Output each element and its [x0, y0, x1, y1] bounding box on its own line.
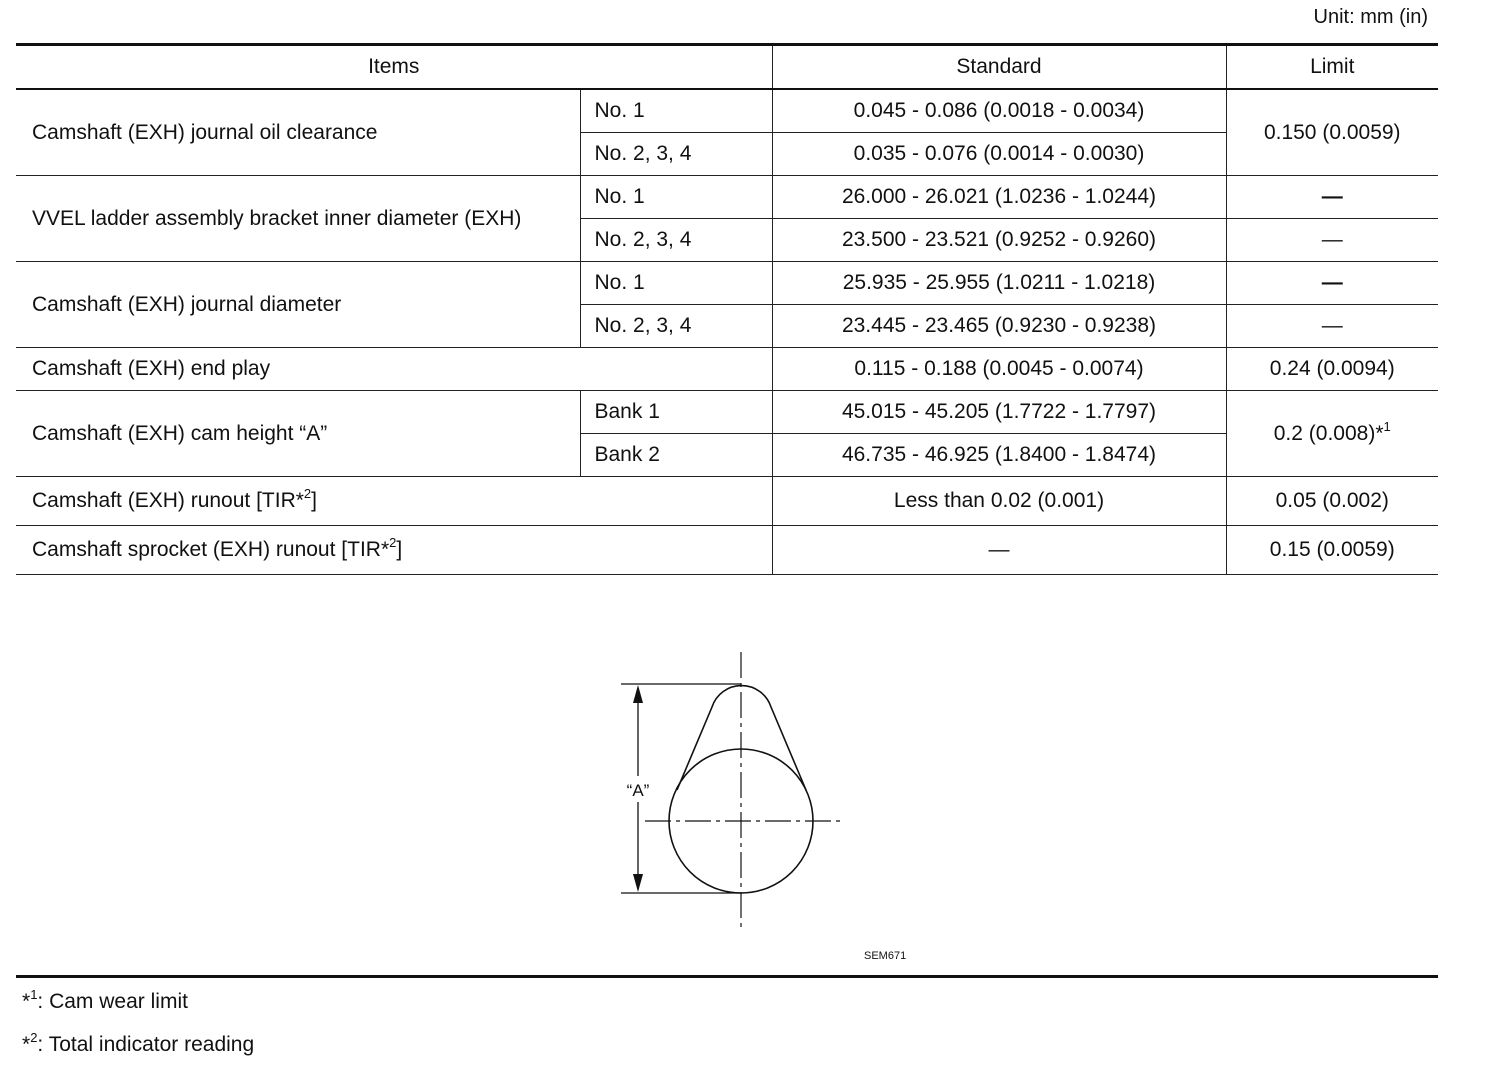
table-row [16, 348, 1438, 391]
row-standard-value: 0.115 - 0.188 (0.0045 - 0.0074) [772, 348, 1226, 391]
item-text: Camshaft sprocket (EXH) runout [TIR* [32, 538, 390, 561]
footnote-ref: 1 [1383, 418, 1391, 434]
footnote-number: 1 [30, 987, 38, 1002]
header-items: Items [16, 45, 772, 90]
row-standard-value: 45.015 - 45.205 (1.7722 - 1.7797) [772, 391, 1226, 434]
cam-height-figure [600, 650, 860, 940]
row-standard-value: 23.500 - 23.521 (0.9252 - 0.9260) [772, 219, 1226, 262]
row-standard-value: Less than 0.02 (0.001) [772, 477, 1226, 526]
header-standard: Standard [772, 45, 1226, 90]
row-limit-value [1226, 391, 1438, 477]
row-sub-label: Bank 1 [580, 391, 772, 434]
item-text-end: ] [396, 538, 403, 561]
unit-label: Unit: mm (in) [1313, 6, 1428, 28]
row-item-label: Camshaft (EXH) journal oil clearance [16, 89, 580, 176]
camshaft-spec-table [16, 43, 1438, 575]
row-sub-label: Bank 2 [580, 434, 772, 477]
row-sub-label: No. 1 [580, 89, 772, 133]
footnote-mark: * [22, 1033, 31, 1056]
row-limit-value: — [1226, 305, 1438, 348]
row-sub-label: No. 2, 3, 4 [580, 133, 772, 176]
row-limit-value: 0.24 (0.0094) [1226, 348, 1438, 391]
row-limit-value: — [1226, 219, 1438, 262]
footnote-text: : Cam wear limit [37, 990, 188, 1013]
figure-code: SEM671 [864, 950, 907, 962]
table-row [16, 477, 1438, 526]
row-item-label: Camshaft (EXH) cam height “A” [16, 391, 580, 477]
arrowhead-down [633, 874, 643, 892]
row-sub-label: No. 2, 3, 4 [580, 305, 772, 348]
footnote-divider [16, 975, 1438, 978]
footnote-text: : Total indicator reading [37, 1033, 255, 1056]
row-item-label [16, 477, 772, 526]
row-item-label: VVEL ladder assembly bracket inner diameter (EXH) [16, 176, 580, 262]
row-standard-value: 0.035 - 0.076 (0.0014 - 0.0030) [772, 133, 1226, 176]
table-row [16, 526, 1438, 575]
footnote-1 [22, 987, 188, 1014]
row-item-label [16, 526, 772, 575]
table-header-row [16, 45, 1438, 90]
row-item-label: Camshaft (EXH) end play [16, 348, 772, 391]
row-limit-value: 0.150 (0.0059) [1226, 89, 1438, 176]
table-row [16, 262, 1438, 305]
item-text-end: ] [311, 489, 317, 512]
row-limit-value: 0.05 (0.002) [1226, 477, 1438, 526]
footnote-mark: * [22, 990, 31, 1013]
arrowhead-up [633, 685, 643, 703]
row-standard-value: 26.000 - 26.021 (1.0236 - 1.0244) [772, 176, 1226, 219]
row-item-label: Camshaft (EXH) journal diameter [16, 262, 580, 348]
table-row [16, 176, 1438, 219]
item-text: Camshaft (EXH) runout [TIR* [32, 489, 304, 512]
dimension-label-a: “A” [626, 781, 650, 800]
row-standard-value: 23.445 - 23.465 (0.9230 - 0.9238) [772, 305, 1226, 348]
table-row [16, 89, 1438, 133]
header-limit: Limit [1226, 45, 1438, 90]
row-limit-value: — [1226, 176, 1438, 219]
row-sub-label: No. 2, 3, 4 [580, 219, 772, 262]
row-standard-value: — [772, 526, 1226, 575]
row-standard-value: 25.935 - 25.955 (1.0211 - 1.0218) [772, 262, 1226, 305]
row-sub-label: No. 1 [580, 262, 772, 305]
limit-text: 0.2 (0.008)* [1273, 421, 1384, 445]
footnote-number: 2 [30, 1030, 38, 1045]
row-sub-label: No. 1 [580, 176, 772, 219]
row-limit-value: 0.15 (0.0059) [1226, 526, 1438, 575]
footnote-ref: 2 [389, 535, 397, 550]
footnote-2 [22, 1030, 255, 1057]
row-limit-value: — [1226, 262, 1438, 305]
row-standard-value: 46.735 - 46.925 (1.8400 - 1.8474) [772, 434, 1226, 477]
row-standard-value: 0.045 - 0.086 (0.0018 - 0.0034) [772, 89, 1226, 133]
table-row [16, 391, 1438, 434]
footnote-ref: 2 [303, 486, 312, 501]
